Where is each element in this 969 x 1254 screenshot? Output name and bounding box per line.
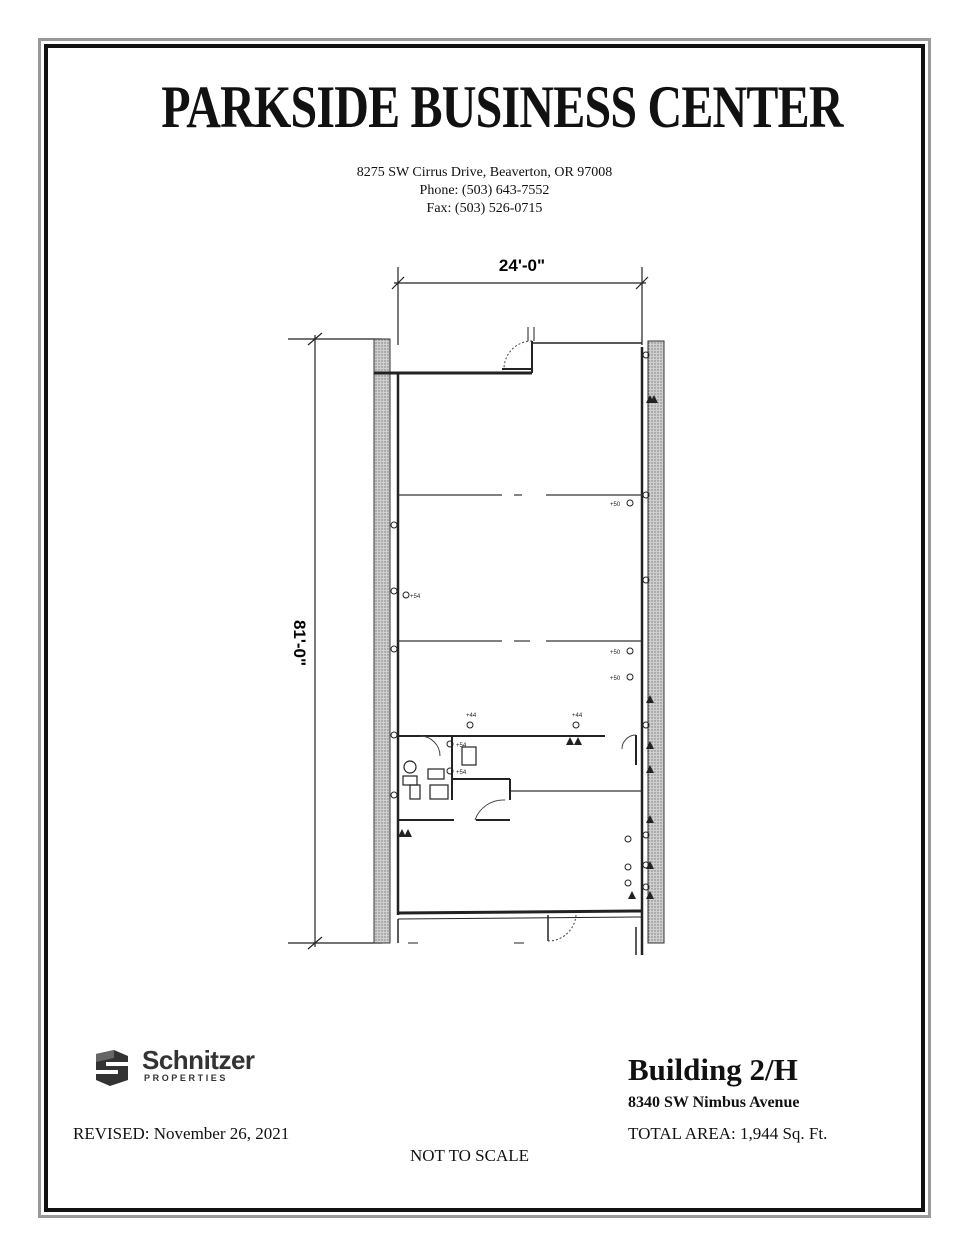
outlet-label: +50 [610, 676, 621, 682]
schnitzer-logo-icon [92, 1048, 132, 1088]
outlet-label: +44 [572, 713, 583, 719]
building-address: 8340 SW Nimbus Avenue [628, 1094, 800, 1111]
restroom-block [398, 736, 605, 820]
outlet-label: +50 [610, 502, 621, 508]
revised-date: REVISED: November 26, 2021 [73, 1124, 290, 1143]
logo-wordmark: Schnitzer [142, 1045, 255, 1075]
suite-divisions [398, 495, 642, 791]
floor-plan [270, 255, 690, 965]
total-area: TOTAL AREA: 1,944 Sq. Ft. [628, 1124, 828, 1143]
west-wall [374, 339, 390, 943]
data-symbols [398, 395, 658, 899]
schnitzer-logo [92, 1045, 292, 1090]
logo-subtitle: PROPERTIES [144, 1073, 229, 1083]
outlet-label: +44 [466, 713, 477, 719]
office-fax: Fax: (503) 526-0715 [426, 201, 543, 216]
building-name: Building 2/H [628, 1052, 798, 1087]
page-title: PARKSIDE BUSINESS CENTER [161, 74, 843, 140]
not-to-scale: NOT TO SCALE [410, 1146, 530, 1165]
office-phone: Phone: (503) 643-7552 [419, 183, 550, 198]
outlet-label: +54 [456, 743, 467, 749]
east-wall [648, 341, 664, 943]
office-address: 8275 SW Cirrus Drive, Beaverton, OR 97008 [356, 165, 613, 180]
outlet-label: +50 [610, 650, 621, 656]
electrical-symbols [391, 352, 649, 890]
length-dimension-label: 81'-0" [290, 619, 309, 667]
width-dimension [392, 267, 648, 345]
outlet-label: +54 [410, 594, 421, 600]
width-dimension-label: 24'-0" [498, 256, 546, 275]
outlet-label: +54 [456, 770, 467, 776]
